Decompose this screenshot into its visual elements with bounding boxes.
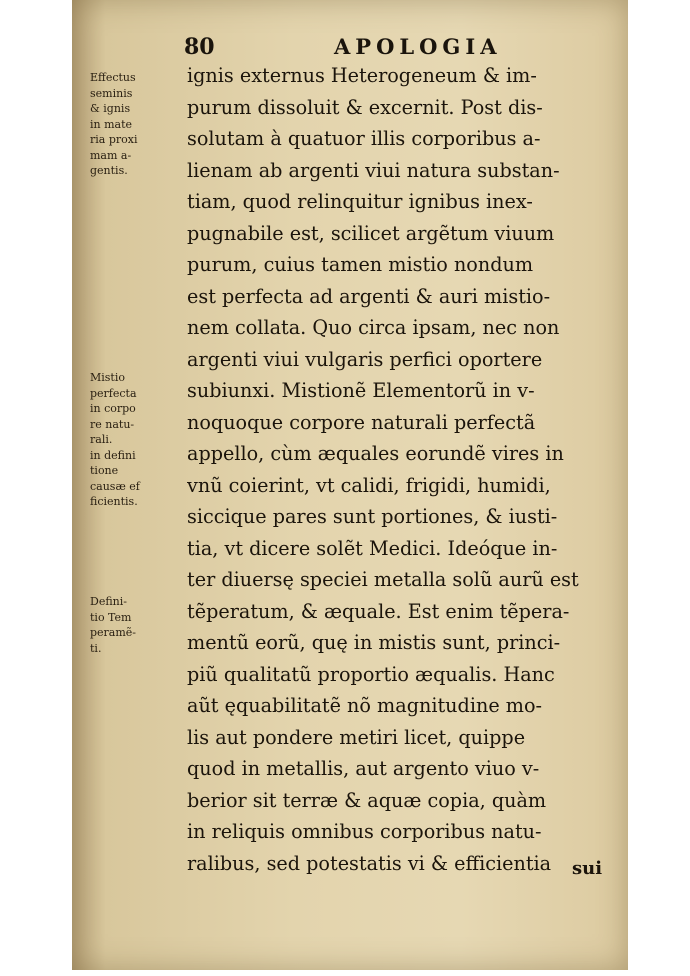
text-line: quod in metallis, aut argento viuo v-	[187, 757, 540, 780]
marginal-note-line: Mistio	[90, 371, 125, 384]
text-line: aũt ęquabilitatẽ nõ magnitudine mo-	[187, 694, 542, 717]
text-line: appello, cùm æquales eorundẽ vires in	[187, 442, 564, 465]
text-line: in reliquis omnibus corporibus natu-	[187, 820, 542, 843]
text-line: vnũ coierint, vt calidi, frigidi, humidi,	[187, 473, 551, 497]
text-line: ter diuersę speciei metalla solũ aurũ est	[187, 568, 579, 591]
marginal-note-line: rali.	[90, 433, 113, 446]
text-line: lienam ab argenti viui natura substan-	[187, 158, 560, 182]
marginal-note-line: seminis	[90, 86, 133, 100]
marginal-note-line: Effectus	[90, 71, 136, 84]
page-header	[184, 34, 584, 58]
marginal-note-line: ti.	[90, 641, 102, 655]
text-line: tẽperatum, & æquale. Est enim tẽpera-	[187, 599, 570, 623]
marginal-note-line: in mate	[90, 117, 133, 131]
text-line: est perfecta ad argenti & auri mistio-	[187, 284, 551, 308]
text-line: lis aut pondere metiri licet, quippe	[187, 725, 526, 749]
marginal-note-definitio	[90, 594, 180, 656]
marginal-note-line: tione	[90, 464, 119, 477]
marginal-note-line: perfecta	[90, 386, 137, 400]
marginal-note-line: & ignis	[90, 102, 131, 115]
body-text	[187, 60, 612, 879]
page-number: 80	[184, 34, 215, 60]
text-line: nem collata. Quo circa ipsam, nec non	[187, 316, 560, 339]
running-title: APOLOGIA	[334, 34, 502, 59]
text-line: purum, cuius tamen mistio nondum	[187, 253, 534, 276]
marginal-note-line: causæ ef	[90, 479, 140, 493]
text-line: siccique pares sunt portiones, & iusti-	[187, 505, 558, 528]
text-line: subiunxi. Mistionẽ Elementorũ in v-	[187, 379, 535, 402]
marginal-note-effectus	[90, 70, 180, 179]
book-page	[72, 0, 628, 970]
text-line: argenti viui vulgaris perfici oportere	[187, 347, 543, 371]
text-line: ignis externus Heterogeneum & im-	[187, 64, 537, 87]
text-line: purum dissoluit & excernit. Post dis-	[187, 95, 543, 119]
marginal-note-line: mam a-	[90, 148, 132, 162]
marginal-note-line: ria proxi	[90, 133, 138, 146]
text-line: ralibus, sed potestatis vi & efficientia	[187, 851, 552, 875]
text-line: mentũ eorũ, quę in mistis sunt, princi-	[187, 631, 561, 654]
marginal-note-line: peramẽ-	[90, 626, 137, 639]
catchword: sui	[572, 858, 603, 879]
marginal-note-line: Defini-	[90, 595, 127, 608]
marginal-note-line: re natu-	[90, 417, 135, 431]
marginal-note-line: tio Tem	[90, 610, 132, 624]
text-line: tia, vt dicere solẽt Medici. Ideóque in-	[187, 536, 558, 560]
marginal-note-mistio	[90, 370, 180, 510]
text-line: berior sit terræ & aquæ copia, quàm	[187, 788, 547, 812]
marginal-note-line: gentis.	[90, 164, 128, 177]
text-line: tiam, quod relinquitur ignibus inex-	[187, 190, 533, 213]
marginal-note-line: in defini	[90, 448, 136, 462]
marginal-note-line: ficientis.	[90, 495, 138, 508]
text-line: piũ qualitatũ proportio æqualis. Hanc	[187, 662, 555, 686]
text-line: solutam à quatuor illis corporibus a-	[187, 127, 541, 150]
text-line: pugnabile est, scilicet argẽtum viuum	[187, 221, 555, 245]
text-line: noquoque corpore naturali perfectã	[187, 410, 536, 434]
marginal-note-line: in corpo	[90, 402, 136, 415]
